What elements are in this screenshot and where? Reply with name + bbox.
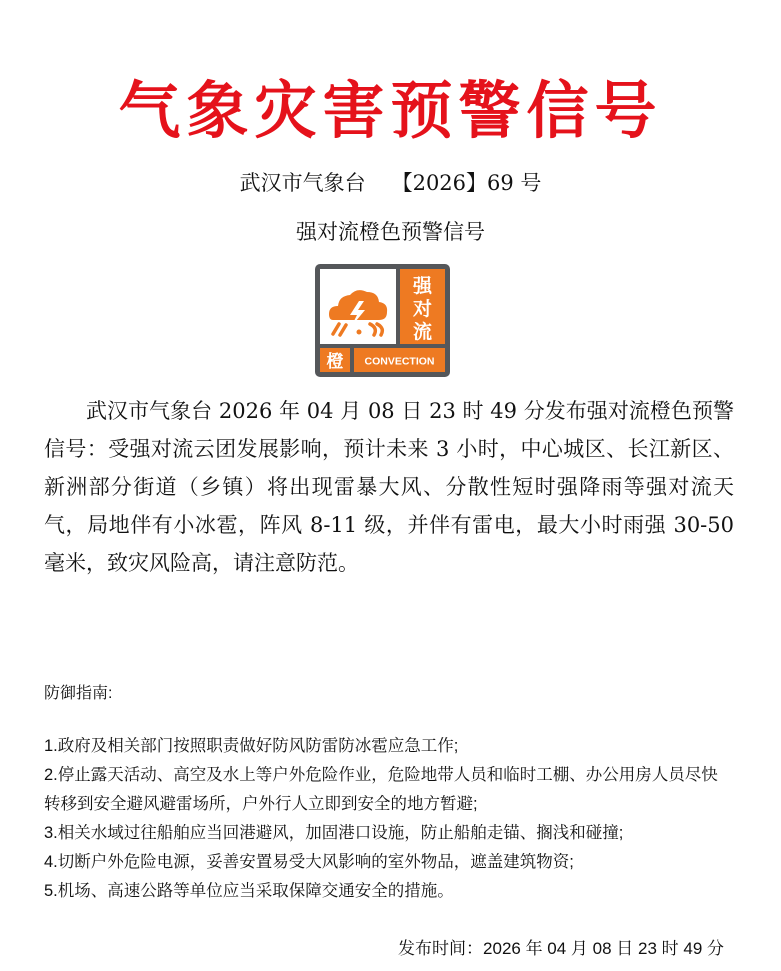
icon-char-2: 对: [412, 298, 433, 320]
guide-item-3: 3.相关水域过往船舶应当回港避风，加固港口设施，防止船舶走锚、搁浅和碰撞;: [44, 824, 624, 842]
warning-body-text: 武汉市气象台 2026 年 04 月 08 日 23 时 49 分发布强对流橙色预警信号：受强对流云团发展影响，预计未来 3 小时，中心城区、长江新区、新洲部分街道（乡镇）将出现雷暴大风、分散性短时强降雨等强对流天气，局地伴有小冰雹，阵风 8-11 级，并伴有雷电，最大小时雨强 30-50 毫米，致灾风险高，请注意防范。: [44, 399, 734, 575]
convection-orange-signal-icon: [315, 264, 450, 377]
icon-level-char: 橙: [326, 352, 344, 372]
icon-english-label: CONVECTION: [364, 355, 435, 368]
page-title: 气象灾害预警信号: [118, 74, 663, 147]
icon-char-3: 流: [412, 321, 433, 343]
guide-item-4: 4.切断户外危险电源，妥善安置易受大风影响的室外物品，遮盖建筑物资;: [44, 853, 574, 871]
guide-item-5: 5.机场、高速公路等单位应当采取保障交通安全的措施。: [44, 882, 454, 900]
issue-time: 发布时间：2026 年 04 月 08 日 23 时 49 分: [398, 939, 724, 958]
issuer-name: 武汉市气象台: [239, 171, 366, 195]
guide-item-1: 1.政府及相关部门按照职责做好防风防雷防冰雹应急工作;: [44, 737, 459, 755]
issuer-line: [0, 168, 781, 198]
defense-guide-title: 防御指南:: [44, 685, 113, 702]
signal-name: 强对流橙色预警信号: [296, 220, 485, 244]
defense-guide-list: [44, 732, 734, 906]
guide-item-2: 2.停止露天活动、高空及水上等户外危险作业，危险地带人员和临时工棚、办公用房人员尽快转移到安全避风避雷场所，户外行人立即到安全的地方暂避;: [44, 766, 718, 813]
icon-char-1: 强: [412, 275, 433, 297]
document-number: 【2026】69 号: [391, 171, 542, 195]
